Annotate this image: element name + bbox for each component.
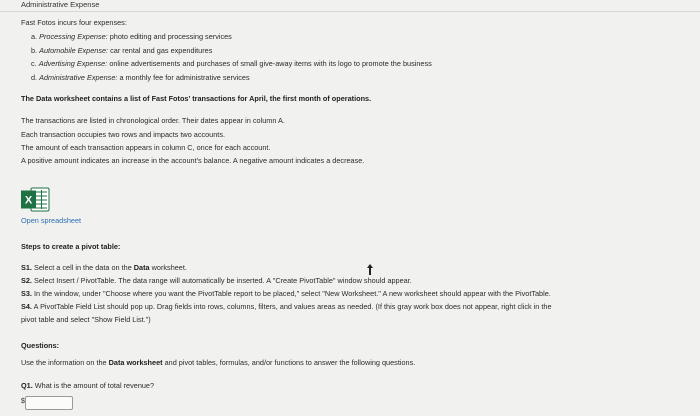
worksheet-heading: The Data worksheet contains a list of Fast Fotos' transactions for April, the first month of operations.: [21, 94, 372, 103]
step-s4-continued: pivot table and select "Show Field List."): [21, 315, 151, 324]
expense-desc: a monthly fee for administrative services: [119, 73, 250, 82]
open-spreadsheet-link[interactable]: Open spreadsheet: [21, 216, 82, 225]
step-s4: [21, 302, 552, 311]
steps-heading: Steps to create a pivot table:: [21, 242, 121, 251]
note-line: Each transaction occupies two rows and impacts two accounts.: [21, 130, 226, 139]
excel-icon-letter: X: [24, 194, 33, 207]
instructions-bold: Data worksheet: [108, 358, 163, 367]
step-label: S1.: [21, 263, 32, 272]
step-s1: [21, 263, 187, 272]
step-text: Select Insert / PivotTable. The data range will automatically be inserted. A "Create PivotTable" window should appear.: [33, 276, 412, 285]
step-text: Select a cell in the data on the: [33, 263, 134, 272]
step-bold-text: Data: [133, 263, 150, 272]
expense-name: Advertising Expense:: [38, 59, 108, 68]
expense-desc: car rental and gas expenditures: [110, 46, 213, 55]
header-divider: [0, 11, 700, 12]
note-line: The amount of each transaction appears in column C, once for each account.: [21, 143, 271, 152]
expense-item-processing: [31, 32, 232, 41]
expense-marker: d.: [31, 73, 38, 82]
page-title: Administrative Expense: [21, 0, 100, 9]
expenses-lead: Fast Fotos incurs four expenses:: [21, 18, 127, 27]
question-label: Q1.: [21, 381, 33, 390]
currency-symbol: $: [21, 398, 25, 405]
note-line: A positive amount indicates an increase in the account's balance. A negative amount indicates a decrease.: [21, 156, 365, 165]
step-label: S2.: [21, 276, 32, 285]
excel-icon[interactable]: [20, 187, 50, 212]
expense-name: Automobile Expense:: [39, 46, 109, 55]
expense-name: Administrative Expense:: [39, 73, 118, 82]
step-s3: [21, 289, 551, 298]
step-s2: [21, 276, 412, 285]
expense-desc: online advertisements and purchases of small give-away items with its logo to promote the business: [109, 59, 432, 68]
mouse-pointer-icon: [366, 264, 374, 276]
revenue-answer-input[interactable]: [25, 396, 73, 410]
question-q1: [21, 381, 154, 390]
step-text: In the window, under "Choose where you want the PivotTable report to be placed," select "New Worksheet." A new worksheet should appear with the PivotTable.: [33, 289, 551, 298]
expense-item-administrative: [31, 73, 250, 82]
step-text: A PivotTable Field List should pop up. Drag fields into rows, columns, filters, and values areas as needed. (If this gray work box does not appear, right click in the: [33, 302, 552, 311]
step-label: S3.: [21, 289, 32, 298]
instructions-text: and pivot tables, formulas, and/or functions to answer the following questions.: [162, 358, 416, 367]
questions-heading: Questions:: [21, 341, 60, 350]
expense-marker: a.: [31, 32, 38, 41]
expense-marker: c.: [31, 59, 37, 68]
note-line: The transactions are listed in chronological order. Their dates appear in column A.: [21, 116, 285, 125]
questions-instructions: [21, 358, 415, 367]
expense-item-automobile: [31, 46, 212, 55]
expense-desc: photo editing and processing services: [109, 32, 232, 41]
question-text: What is the amount of total revenue?: [34, 381, 155, 390]
expense-marker: b.: [31, 46, 38, 55]
expense-name: Processing Expense:: [39, 32, 108, 41]
instructions-text: Use the information on the: [21, 358, 109, 367]
step-label: S4.: [21, 302, 32, 311]
step-text: worksheet.: [149, 263, 187, 272]
expense-item-advertising: [31, 59, 432, 68]
